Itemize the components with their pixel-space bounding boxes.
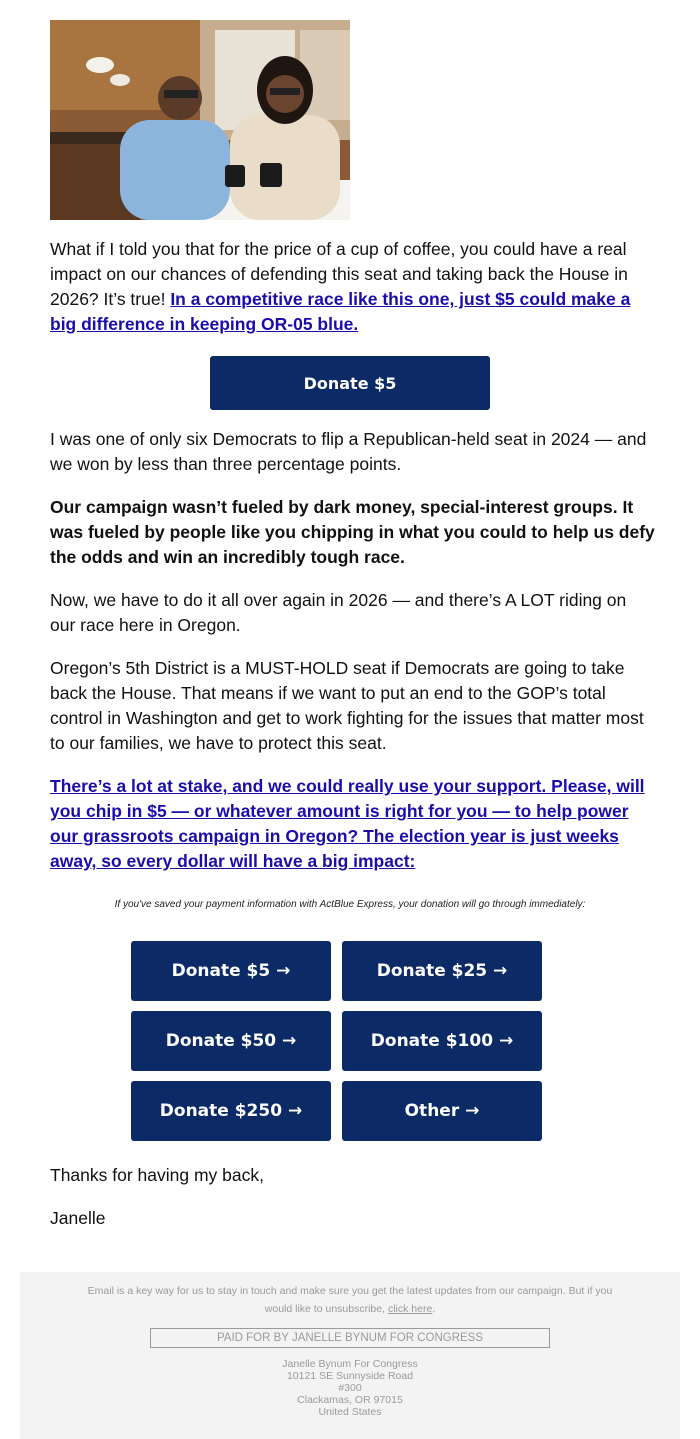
unsubscribe-link[interactable]: click here: [387, 1303, 433, 1315]
address-unit: #300: [338, 1382, 362, 1394]
footer-message-text: Email is a key way for us to stay in touch and make sure you get the latest updates from our campaign. But if you would like to unsubscribe,: [87, 1285, 613, 1315]
donate-5-button[interactable]: Donate $5 →: [131, 941, 331, 1001]
signoff-thanks: [50, 1163, 655, 1188]
express-note: If you've saved your payment information with ActBlue Express, your donation will go through immediately:: [114, 899, 586, 910]
again-text: Now, we have to do it all over again in 2026 — and there’s A LOT riding on our race here in Oregon.: [50, 590, 627, 635]
fueled-text: Our campaign wasn’t fueled by dark money, special-interest groups. It was fueled by people like you chipping in what you could to help us defy the odds and win an incredibly tough race.: [50, 497, 655, 567]
ask-donate-link[interactable]: There’s a lot at stake, and we could really use your support. Please, will you chip in $5 — or whatever amount is right for you — to help power our grassroots campaign in Oregon? The election year is just weeks away, so every dollar will have a big impact:: [50, 776, 645, 871]
flip-paragraph: [50, 427, 655, 477]
footer-message: Email is a key way for us to stay in touch and make sure you get the latest updates from our campaign. But if you would like to unsubscribe, click here.: [87, 1285, 613, 1315]
donate-50-button[interactable]: Donate $50 →: [131, 1011, 331, 1071]
ask-paragraph: [50, 774, 655, 874]
donate-25-button[interactable]: Donate $25 →: [342, 941, 542, 1001]
address-country: United States: [318, 1406, 382, 1418]
donate-250-button[interactable]: Donate $250 →: [131, 1081, 331, 1141]
intro-paragraph: [50, 237, 655, 337]
donate-100-button[interactable]: Donate $100 →: [342, 1011, 542, 1071]
district-paragraph: [50, 656, 655, 756]
signoff-name: [50, 1206, 655, 1231]
address-org: Janelle Bynum For Congress: [282, 1358, 418, 1370]
again-paragraph: [50, 588, 655, 638]
address-city: Clackamas, OR 97015: [297, 1394, 403, 1406]
paid-for-disclaimer: PAID FOR BY JANELLE BYNUM FOR CONGRESS: [150, 1328, 550, 1348]
name-text: Janelle: [50, 1208, 106, 1228]
intro-text: What if I told you that for the price of a cup of coffee, you could have a real impact on our chances of defending this seat and taking back the House in 2026? It’s true!: [50, 239, 628, 309]
mailing-address: [20, 1358, 680, 1418]
footer: [20, 1272, 680, 1439]
district-text: Oregon’s 5th District is a MUST-HOLD seat if Democrats are going to take back the House. That means if we want to put an end to the GOP’s total control in Washington and get to work fighting for the issues that matter most to our families, we have to protect this seat.: [50, 658, 644, 753]
hero-photo-illustration: [50, 20, 350, 220]
thanks-text: Thanks for having my back,: [50, 1165, 264, 1185]
hero-photo: [50, 20, 350, 220]
address-street: 10121 SE Sunnyside Road: [286, 1370, 414, 1382]
flip-text: I was one of only six Democrats to flip a Republican-held seat in 2024 — and we won by less than three percentage points.: [50, 429, 647, 474]
intro-donate-link[interactable]: In a competitive race like this one, just $5 could make a big difference in keeping OR-05 blue.: [50, 289, 631, 334]
donate-5-button-top[interactable]: Donate $5: [210, 356, 490, 410]
donate-other-button[interactable]: Other →: [342, 1081, 542, 1141]
fueled-paragraph: [50, 495, 655, 570]
